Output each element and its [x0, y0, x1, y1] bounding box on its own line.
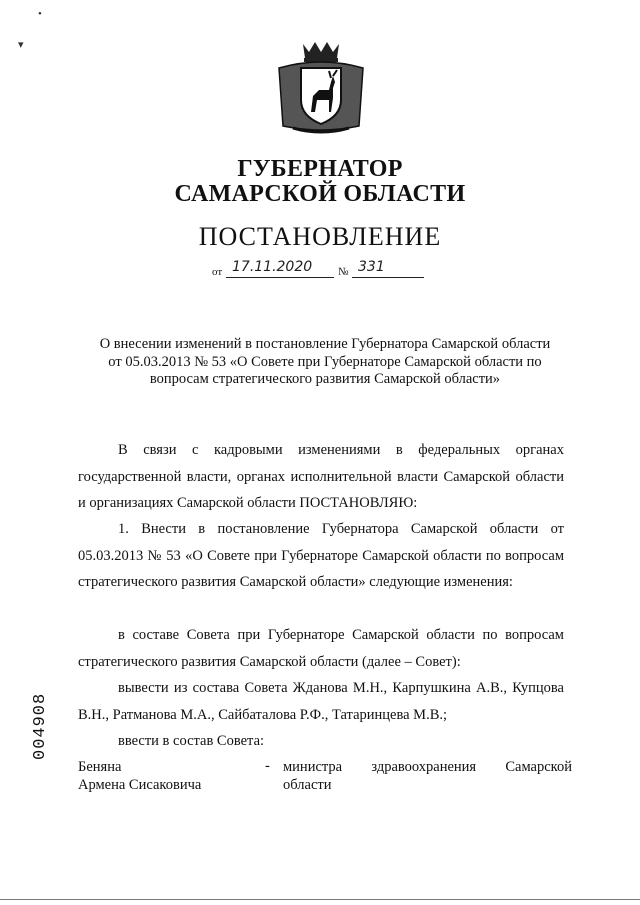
member-role-word: здравоохранения — [371, 759, 477, 775]
number-underline — [352, 277, 424, 278]
member-given-names: Армена Сисаковича — [78, 777, 202, 793]
body-paragraph-remove-members: вывести из состава Совета Жданова М.Н., Карпушкина А.В., Купцова В.Н., Ратманова М.А., Сайбаталова Р.Ф., Татаринцева М.В.; — [78, 680, 564, 723]
member-surname: Беняна — [78, 759, 122, 775]
issuer-line-2: САМАРСКОЙ ОБЛАСТИ — [174, 181, 466, 207]
body-paragraph-add-members: ввести в состав Совета: — [118, 733, 265, 749]
number-label: № — [338, 266, 349, 278]
member-role — [283, 758, 572, 794]
subject-line: О внесении изменений в постановление Губернатора Самарской области — [99, 336, 551, 352]
margin-serial-number: 004908 — [31, 692, 50, 760]
date-number-line — [212, 258, 442, 280]
scan-mark: ▾ — [18, 39, 24, 51]
handwritten-date: 17.11.2020 — [232, 259, 313, 275]
member-role-word: Самарской — [505, 759, 572, 775]
scan-mark: • — [38, 8, 42, 20]
member-role-word: министра — [283, 759, 343, 775]
handwritten-number: 331 — [358, 259, 385, 275]
subject-line: вопросам стратегического развития Самарской области» — [149, 371, 501, 387]
page-bottom-edge — [0, 899, 640, 900]
date-underline — [226, 277, 334, 278]
body-paragraph-preamble: В связи с кадровыми изменениями в федеральных органах государственной власти, органах исполнительной власти Самарской области и организациях Самарской области ПОСТАНОВЛЯЮ: — [78, 442, 564, 511]
body-paragraph-council: в составе Совета при Губернаторе Самарской области по вопросам стратегического развития Самарской области (далее – Совет): — [78, 627, 564, 670]
issuer-line-1: ГУБЕРНАТОР — [237, 156, 403, 182]
document-type-title: ПОСТАНОВЛЕНИЕ — [198, 222, 442, 251]
member-dash: - — [265, 758, 270, 774]
date-label: от — [212, 266, 223, 278]
member-role-line-2: области — [283, 777, 332, 793]
subject-line: от 05.03.2013 № 53 «О Совете при Губернаторе Самарской области по — [108, 353, 542, 370]
samara-coat-of-arms-icon — [273, 38, 369, 136]
document-subject — [75, 336, 575, 389]
member-name — [78, 758, 268, 794]
body-paragraph-item-1: 1. Внести в постановление Губернатора Самарской области от 05.03.2013 № 53 «О Совете при Губернаторе Самарской области по вопросам стратегического развития Самарской области» следующие изменения: — [78, 521, 564, 590]
